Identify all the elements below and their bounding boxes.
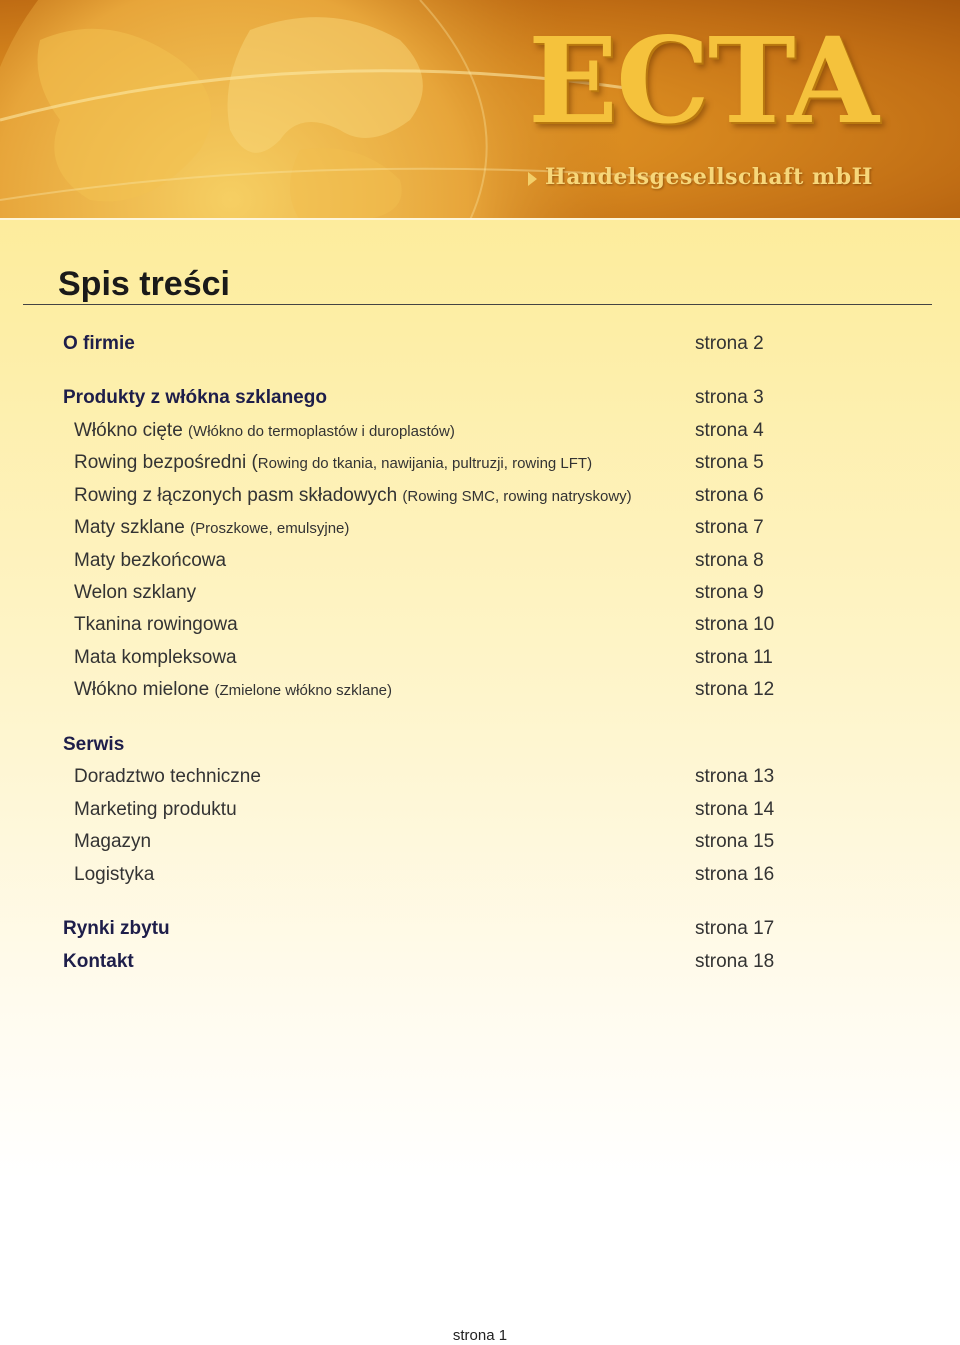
page-number: strona 1 xyxy=(452,1327,508,1344)
toc-entry-label xyxy=(74,679,392,701)
toc-entry-title: O firmie xyxy=(63,333,135,354)
toc-entry-label xyxy=(74,420,455,442)
logo-text: ECTA xyxy=(528,11,877,150)
toc-entry-detail: Rowing do tkania, nawijania, pultruzji, rowing LFT) xyxy=(257,455,593,472)
toc-entry-title: Magazyn xyxy=(74,831,152,852)
toc-entry-label xyxy=(63,333,135,355)
toc-entry-title: Rowing bezpośredni ( xyxy=(74,452,258,473)
toc-entry-title: Kontakt xyxy=(63,951,134,972)
toc-entry-label xyxy=(74,647,237,669)
toc-entry-title: Rowing z łączonych pasm składowych xyxy=(74,485,403,506)
toc-entry-title: Tkanina rowingowa xyxy=(74,614,238,635)
toc-page-number: strona 2 xyxy=(695,333,764,354)
toc-entry-title: Produkty z włókna szklanego xyxy=(63,387,327,408)
toc-page-number: strona 3 xyxy=(695,387,764,408)
toc-entry-title: Doradztwo techniczne xyxy=(74,766,261,787)
toc-entry-label xyxy=(74,485,632,507)
toc-page-number: strona 6 xyxy=(695,485,764,506)
toc-entry-title: Marketing produktu xyxy=(74,799,237,820)
page-title: Spis treści xyxy=(58,265,230,303)
toc-entry-label xyxy=(74,831,151,853)
toc-entry-title: Welon szklany xyxy=(74,582,197,603)
toc-entry-title: Włókno cięte xyxy=(74,420,189,441)
toc-page-number: strona 13 xyxy=(695,766,775,787)
toc-entry-detail: (Włókno do termoplastów i duroplastów) xyxy=(188,423,455,440)
toc-entry-title: Mata kompleksowa xyxy=(74,647,237,668)
toc-entry-title: Rynki zbytu xyxy=(63,918,170,939)
toc-page-number: strona 17 xyxy=(695,918,775,939)
toc-page-number: strona 16 xyxy=(695,864,775,885)
toc-page-number: strona 12 xyxy=(695,679,775,700)
toc-entry-label xyxy=(74,799,237,821)
toc-entry-label xyxy=(63,734,124,756)
toc-entry-detail: (Proszkowe, emulsyjne) xyxy=(190,520,350,537)
toc-entry-label xyxy=(74,550,226,572)
toc-entry-detail: (Zmielone włókno szklane) xyxy=(214,682,393,699)
toc-page-number: strona 9 xyxy=(695,582,764,603)
toc-entry-label xyxy=(74,582,196,604)
toc-entry-label xyxy=(63,918,170,940)
toc-entry-label xyxy=(74,766,261,788)
toc-entry-label xyxy=(74,864,154,886)
toc-page-number: strona 18 xyxy=(695,951,775,972)
banner-divider xyxy=(0,218,960,220)
toc-entry-title: Maty bezkońcowa xyxy=(74,550,227,571)
toc-entry-title: Maty szklane xyxy=(74,517,191,538)
toc-page-number: strona 14 xyxy=(695,799,775,820)
toc-entry-label xyxy=(63,387,327,409)
toc-entry-title: Włókno mielone xyxy=(74,679,215,700)
toc-page-number: strona 5 xyxy=(695,452,764,473)
title-underline xyxy=(23,304,932,305)
toc-page-number: strona 7 xyxy=(695,517,764,538)
logo-subtitle: Handelsgesellschaft mbH xyxy=(545,164,873,190)
toc-entry-label xyxy=(63,951,134,973)
toc-page-number: strona 10 xyxy=(695,614,775,635)
header-banner xyxy=(0,0,960,220)
toc-page-number: strona 4 xyxy=(695,420,764,441)
toc-entry-title: Logistyka xyxy=(74,864,155,885)
toc-entry-title: Serwis xyxy=(63,734,125,755)
toc-page-number: strona 15 xyxy=(695,831,775,852)
toc-page-number: strona 8 xyxy=(695,550,764,571)
toc-entry-detail: (Rowing SMC, rowing natryskowy) xyxy=(402,488,632,505)
toc-entry-label xyxy=(74,614,238,636)
toc-entry-label xyxy=(74,517,349,539)
arrow-icon xyxy=(528,172,537,186)
toc-page-number: strona 11 xyxy=(695,647,773,668)
toc-entry-label xyxy=(74,452,592,474)
